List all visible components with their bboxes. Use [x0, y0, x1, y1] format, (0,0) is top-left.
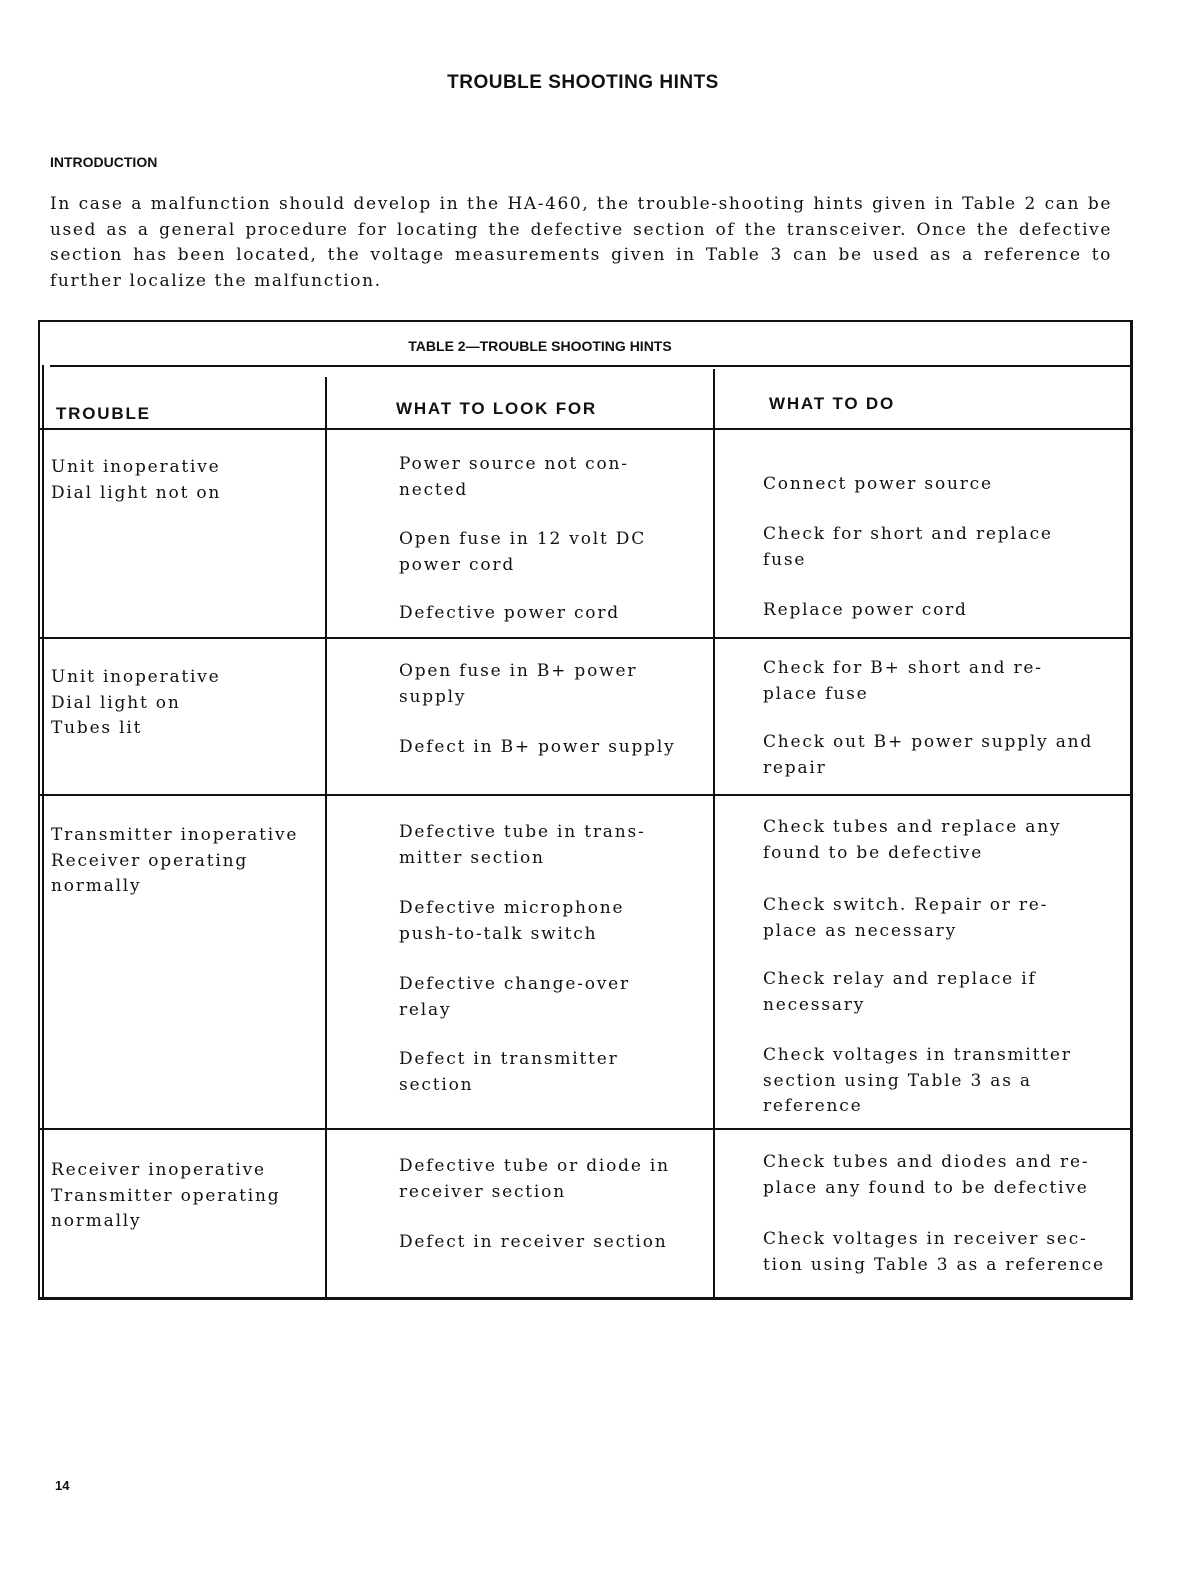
- what-to-do-cell: Replace power cord: [763, 600, 968, 620]
- header-what-to-do: WHAT TO DO: [769, 394, 895, 413]
- what-to-do-cell: Check for short and replace fuse: [763, 524, 1053, 570]
- look-for-cell: Defective power cord: [399, 603, 620, 623]
- divider: [50, 365, 1130, 367]
- page-title: TROUBLE SHOOTING HINTS: [447, 72, 719, 93]
- look-for-cell: Defect in B+ power supply: [399, 737, 676, 757]
- what-to-do-cell: Check voltages in transmitter section using Table 3 as a reference: [763, 1045, 1072, 1116]
- look-for-cell: Defect in transmitter section: [399, 1049, 619, 1095]
- look-for-cell: Defective microphone push-to-talk switch: [399, 898, 625, 944]
- look-for-cell: Defective change-over relay: [399, 974, 630, 1020]
- divider: [40, 637, 1130, 639]
- what-to-do-cell: Check tubes and diodes and re- place any found to be defective: [763, 1152, 1090, 1198]
- look-for-cell: Defective tube in trans- mitter section: [399, 822, 646, 868]
- introduction-heading: INTRODUCTION: [50, 154, 158, 170]
- what-to-do-cell: Check tubes and replace any found to be defective: [763, 817, 1062, 863]
- what-to-do-cell: Connect power source: [763, 474, 993, 494]
- what-to-do-cell: Check relay and replace if necessary: [763, 969, 1037, 1015]
- header-trouble: TROUBLE: [56, 404, 151, 423]
- what-to-do-cell: Check voltages in receiver sec- tion using Table 3 as a reference: [763, 1229, 1105, 1275]
- divider: [325, 377, 327, 1297]
- introduction-paragraph: In case a malfunction should develop in the HA-460, the trouble-shooting hints given in Table 2 can be used as a general procedure for locating the defective section of the transceiver. Once the defective section has been located, the voltage measurements given in Table 3 can be used as a reference to further localize the malfunction.: [50, 194, 1112, 291]
- divider: [40, 1128, 1130, 1130]
- divider: [42, 365, 44, 1297]
- header-what-to-look-for: WHAT TO LOOK FOR: [396, 399, 597, 418]
- trouble-cell: Unit inoperative Dial light on Tubes lit: [51, 667, 221, 738]
- trouble-cell: Unit inoperative Dial light not on: [51, 457, 222, 503]
- look-for-cell: Open fuse in 12 volt DC power cord: [399, 529, 647, 575]
- look-for-cell: Defective tube or diode in receiver section: [399, 1156, 670, 1202]
- look-for-cell: Power source not con- nected: [399, 454, 629, 500]
- divider: [40, 794, 1130, 796]
- divider: [40, 428, 1130, 430]
- what-to-do-cell: Check for B+ short and re- place fuse: [763, 658, 1043, 704]
- trouble-cell: Transmitter inoperative Receiver operating normally: [51, 825, 299, 896]
- trouble-cell: Receiver inoperative Transmitter operating normally: [51, 1160, 281, 1231]
- page-number: 14: [55, 1478, 70, 1493]
- what-to-do-cell: Check out B+ power supply and repair: [763, 732, 1094, 778]
- look-for-cell: Open fuse in B+ power supply: [399, 661, 638, 707]
- table-title: TABLE 2—TROUBLE SHOOTING HINTS: [408, 338, 672, 354]
- trouble-shooting-table: [38, 320, 1133, 1300]
- look-for-cell: Defect in receiver section: [399, 1232, 668, 1252]
- divider: [713, 369, 715, 1297]
- what-to-do-cell: Check switch. Repair or re- place as necessary: [763, 895, 1049, 941]
